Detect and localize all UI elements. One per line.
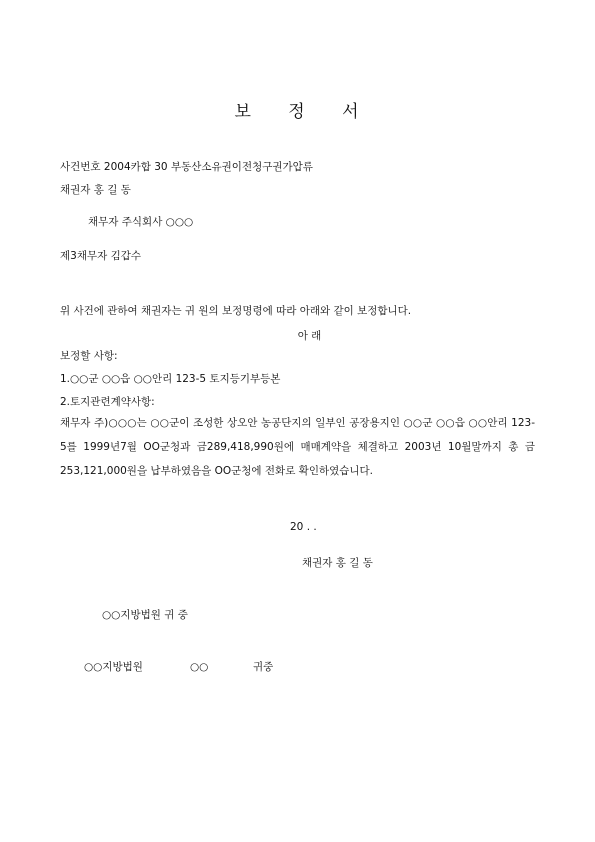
court-line-1: ○○지방법원 귀 중 <box>102 609 188 621</box>
debtor-line: 채무자 주식회사 ○○○ <box>88 216 194 228</box>
court-line-2-branch: ○○ <box>190 661 209 673</box>
correction-item-1: 1.○○군 ○○읍 ○○안리 123-5 토지등기부등본 <box>60 373 281 385</box>
below-heading: 아 래 <box>297 330 322 342</box>
document-title: 보 정 서 <box>234 102 375 122</box>
correction-heading: 보정할 사항: <box>60 350 118 362</box>
creditor-line: 채권자 홍 길 동 <box>60 184 131 196</box>
correction-item-2: 2.토지관련계약사항: <box>60 396 155 408</box>
court-line-2-honorific: 귀중 <box>253 661 274 673</box>
date-line: 20 . . <box>290 521 317 533</box>
body-paragraph: 채무자 주)○○○는 ○○군이 조성한 상오안 농공단지의 일부인 공장용지인 ○○군 ○○읍 ○○안리 123-5를 1999년7월 OO군청과 금289,418,990원에 매매계약을 체결하고 2003년 10월말까지 총 금253,121,000원을 납부하였음을 OO군청에 전화로 확인하였습니다. <box>60 417 535 477</box>
case-number-line: 사건번호 2004카합 30 부동산소유권이전청구권가압류 <box>60 161 313 173</box>
court-line-2-court: ○○지방법원 <box>84 661 143 673</box>
intro-line: 위 사건에 관하여 채권자는 귀 원의 보정명령에 따라 아래와 같이 보정합니다. <box>60 305 412 317</box>
signature-line: 채권자 홍 길 동 <box>302 557 373 569</box>
third-debtor-line: 제3채무자 김갑수 <box>60 250 142 262</box>
